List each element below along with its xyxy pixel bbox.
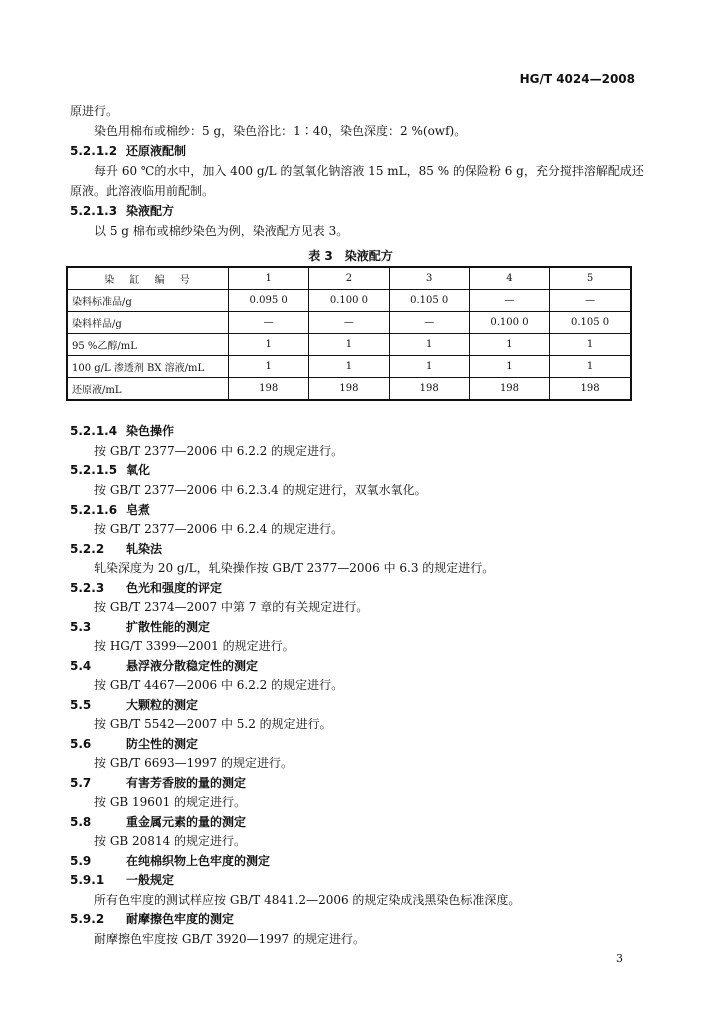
section-heading (70, 911, 234, 927)
section-body: 按 GB/T 4467—2006 中 6.2.2 的规定进行。 (94, 678, 344, 692)
table-cell: — (469, 290, 549, 312)
standard-code-header: HG/T 4024—2008 (519, 72, 635, 86)
section-title: 悬浮液分散稳定性的测定 (126, 659, 259, 673)
table-cell: — (309, 312, 389, 334)
table-row (67, 356, 631, 378)
page-number: 3 (616, 952, 623, 965)
table-cell: 198 (309, 378, 389, 401)
section-heading (70, 872, 174, 888)
table-cell: 1 (229, 356, 309, 378)
dye-formula-table (66, 266, 632, 401)
table-cell: 染料样品/g (67, 312, 229, 334)
section-number: 5.2.1.3 (70, 204, 118, 218)
table-cell: 0.095 0 (229, 290, 309, 312)
section-body: 按 GB/T 6693—1997 的规定进行。 (94, 756, 293, 770)
section-heading (70, 658, 258, 674)
table-row (67, 312, 631, 334)
section-number: 5.2.2 (70, 542, 105, 556)
section-number: 5.2.1.2 (70, 144, 118, 158)
section-number: 5.9.1 (70, 873, 105, 887)
table-header-cell: 3 (389, 267, 469, 290)
section-number: 5.4 (70, 659, 92, 673)
section-body: 按 GB/T 5542—2007 中 5.2 的规定进行。 (94, 717, 332, 731)
table-row (67, 290, 631, 312)
section-number: 5.2.1.5 (70, 463, 118, 477)
section-title: 轧染法 (126, 542, 163, 556)
section-heading (70, 697, 198, 713)
table-cell: 还原液/mL (67, 378, 229, 401)
table-cell: — (389, 312, 469, 334)
section-number: 5.2.1.4 (70, 424, 118, 438)
section-title: 扩散性能的测定 (126, 620, 211, 634)
table-cell: 95 %乙醇/mL (67, 334, 229, 356)
section-heading (70, 502, 150, 518)
section-body: 轧染深度为 20 g/L，轧染操作按 GB/T 2377—2006 中 6.3 的规定进行。 (94, 561, 495, 575)
section-number: 5.6 (70, 737, 92, 751)
table-cell: 0.100 0 (309, 290, 389, 312)
table-cell: 198 (550, 378, 631, 401)
section-heading (70, 423, 174, 439)
table-cell: 198 (229, 378, 309, 401)
table-header-cell: 1 (229, 267, 309, 290)
section-title: 在纯棉织物上色牢度的测定 (126, 854, 271, 868)
table-cell: 0.105 0 (389, 290, 469, 312)
table-cell: 1 (229, 334, 309, 356)
section-title: 有害芳香胺的量的测定 (126, 776, 247, 790)
table-cell: 1 (389, 334, 469, 356)
table-cell: 198 (469, 378, 549, 401)
section-title: 防尘性的测定 (126, 737, 199, 751)
section-heading (70, 462, 150, 478)
table-cell: 1 (309, 356, 389, 378)
table-header-cell: 5 (550, 267, 631, 290)
table-cell: 198 (389, 378, 469, 401)
table-cell: 1 (389, 356, 469, 378)
section-number: 5.8 (70, 815, 92, 829)
section-body: 按 GB/T 2374—2007 中第 7 章的有关规定进行。 (94, 600, 369, 614)
section-number: 5.7 (70, 776, 92, 790)
table-caption: 表 3 染液配方 (308, 249, 393, 263)
section-title: 染色操作 (126, 424, 175, 438)
section-title: 重金属元素的量的测定 (126, 815, 247, 829)
text-line: 原进行。 (70, 104, 119, 118)
section-heading (70, 814, 246, 830)
section-number: 5.2.1.6 (70, 503, 118, 517)
table-cell: 1 (309, 334, 389, 356)
section-heading (70, 736, 198, 752)
table-cell: 1 (550, 334, 631, 356)
table-header-cell: 2 (309, 267, 389, 290)
section-title: 大颗粒的测定 (126, 698, 199, 712)
text-line: 染色用棉布或棉纱：5 g，染色浴比：1∶40，染色深度：2 %(owf)。 (94, 124, 467, 138)
section-heading (70, 853, 270, 869)
section-body: 所有色牢度的测试样应按 GB/T 4841.2—2006 的规定染成浅黑染色标准深度。 (94, 893, 521, 907)
section-number: 5.9 (70, 854, 92, 868)
section-title: 耐摩擦色牢度的测定 (126, 912, 235, 926)
section-heading (70, 580, 222, 596)
section-body: 按 HG/T 3399—2001 的规定进行。 (94, 639, 295, 653)
text-line: 每升 60 ℃的水中，加入 400 g/L 的氢氧化钠溶液 15 mL，85 % 的保险粉 6 g，充分搅拌溶解配成还 (94, 164, 644, 178)
section-heading (70, 541, 162, 557)
section-title: 一般规定 (126, 873, 175, 887)
section-title: 色光和强度的评定 (126, 581, 223, 595)
section-title: 氧化 (126, 463, 151, 477)
section-title: 皂煮 (126, 503, 151, 517)
table-header-cell: 染 缸 编 号 (67, 267, 229, 290)
table-header-cell: 4 (469, 267, 549, 290)
section-body: 按 GB/T 2377—2006 中 6.2.4 的规定进行。 (94, 522, 344, 536)
table-row (67, 378, 631, 401)
section-heading (70, 775, 246, 791)
section-body: 耐摩擦色牢度按 GB/T 3920—1997 的规定进行。 (94, 932, 365, 946)
section-title: 染液配方 (126, 204, 175, 218)
table-cell: 1 (469, 334, 549, 356)
section-heading (70, 619, 210, 635)
table-cell: 0.105 0 (550, 312, 631, 334)
table-cell: — (550, 290, 631, 312)
table-cell: 1 (550, 356, 631, 378)
section-body: 按 GB 19601 的规定进行。 (94, 795, 247, 809)
table-cell: — (229, 312, 309, 334)
section-title: 还原液配制 (126, 144, 187, 158)
section-body: 按 GB 20814 的规定进行。 (94, 834, 247, 848)
table-cell: 染料标准品/g (67, 290, 229, 312)
table-cell: 100 g/L 渗透剂 BX 溶液/mL (67, 356, 229, 378)
text-line: 以 5 g 棉布或棉纱染色为例，染液配方见表 3。 (94, 224, 349, 238)
table-header-row (67, 267, 631, 290)
table-cell: 1 (469, 356, 549, 378)
section-body: 按 GB/T 2377—2006 中 6.2.3.4 的规定进行，双氧水氧化。 (94, 483, 427, 497)
text-line: 原液。此溶液临用前配制。 (70, 184, 215, 198)
table-cell: 0.100 0 (469, 312, 549, 334)
section-number: 5.5 (70, 698, 92, 712)
section-number: 5.3 (70, 620, 92, 634)
section-number: 5.9.2 (70, 912, 105, 926)
section-number: 5.2.3 (70, 581, 105, 595)
section-body: 按 GB/T 2377—2006 中 6.2.2 的规定进行。 (94, 444, 344, 458)
section-heading (70, 143, 186, 159)
table-row (67, 334, 631, 356)
section-heading (70, 203, 174, 219)
